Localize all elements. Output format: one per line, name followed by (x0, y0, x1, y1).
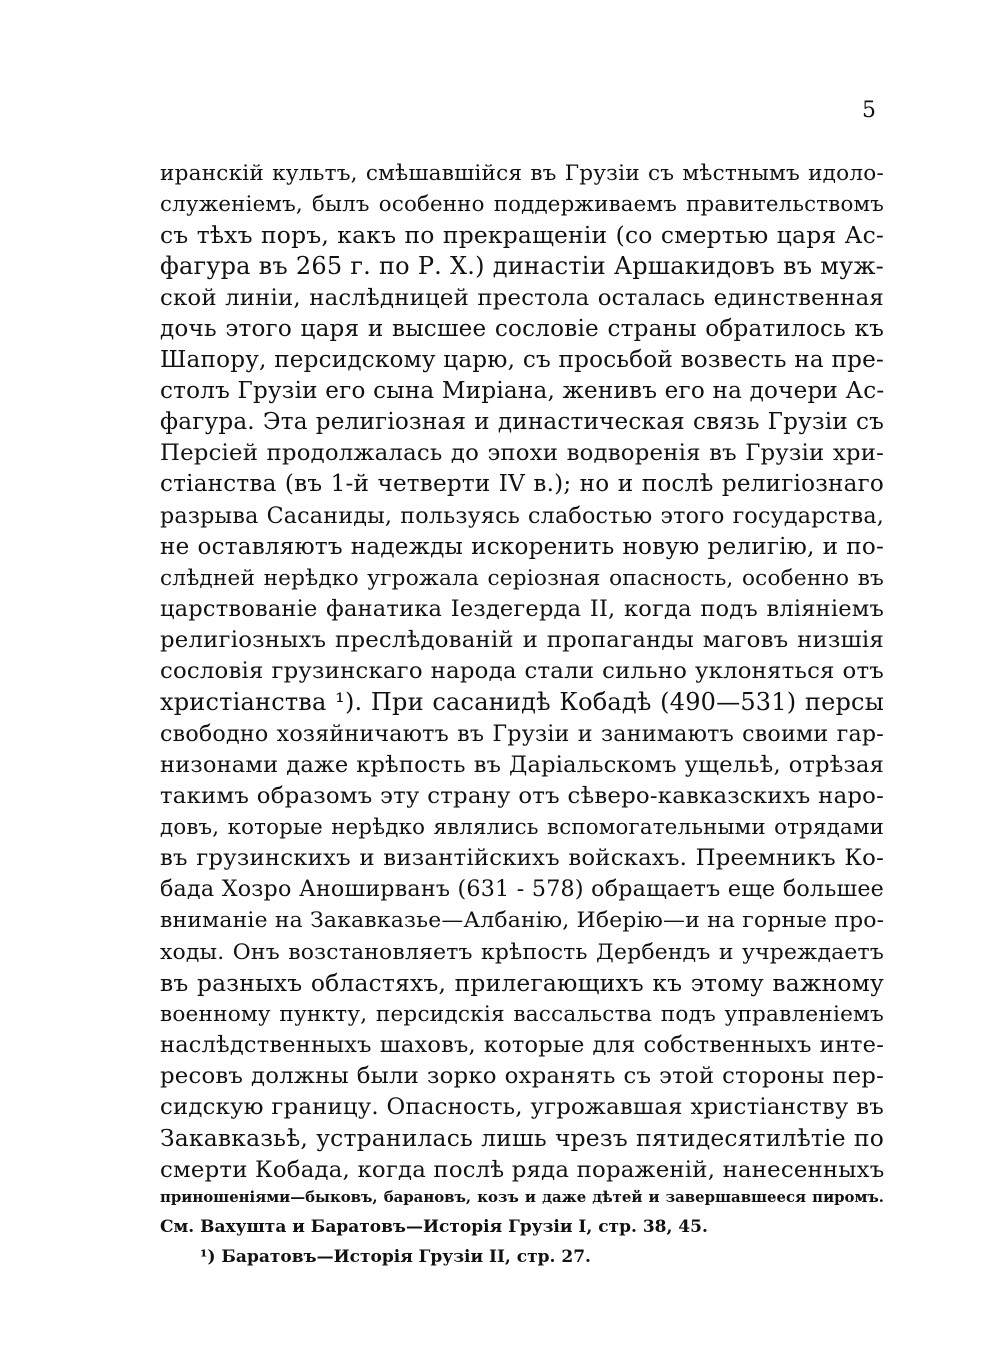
text-line: разрыва Сасаниды, пользуясь слабостью этого государства, (160, 502, 884, 529)
footnote-line: приношеніями—быковъ, барановъ, козъ и даже дѣтей и завершавшееся пиромъ. (160, 1188, 884, 1206)
text-line: не оставляютъ надежды искоренить новую религію, и по- (160, 533, 884, 560)
footnote-1: ¹) Баратовъ—Исторія Грузіи II, стр. 27. (200, 1247, 591, 1267)
text-line: ской линіи, наслѣдницей престола осталась единственная (160, 284, 884, 311)
text-line: въ грузинскихъ и византійскихъ войскахъ. Преемникъ Ко- (160, 845, 884, 872)
text-line: съ тѣхъ поръ, какъ по прекращеніи (со смертью царя Ас- (160, 221, 884, 250)
text-line: стіанства (въ 1-й четверти IV в.); но и послѣ религіознаго (160, 471, 884, 498)
text-line: военному пункту, персидскія вассальства подъ управленіемъ (160, 1001, 884, 1027)
text-line: бада Хозро Аноширванъ (631 - 578) обращаетъ еще большее (160, 876, 884, 903)
text-line: дочь этого царя и высшее сословіе страны обратилось къ (160, 315, 884, 342)
text-line: религіозныхъ преслѣдованій и пропаганды маговъ низшія (160, 627, 884, 654)
text-line: иранскій культъ, смѣшавшійся въ Грузіи съ мѣстнымъ идоло- (160, 161, 884, 186)
text-line: низонами даже крѣпость въ Даріальскомъ ущельѣ, отрѣзая (160, 751, 884, 778)
text-line: наслѣдственныхъ шаховъ, которые для собственныхъ инте- (160, 1031, 884, 1058)
text-line: Шапору, персидскому царю, съ просьбой возвесть на пре- (160, 346, 884, 373)
page-number: 5 (862, 98, 876, 123)
text-line: ресовъ должны были зорко охранять съ этой стороны пер- (160, 1063, 884, 1090)
text-line: Закавказьѣ, устранилась лишь чрезъ пятидесятилѣтіе по (160, 1124, 884, 1153)
text-line: христіанства ¹). При сасанидѣ Кобадѣ (490—531) персы (160, 688, 884, 717)
text-line: довъ, которые нерѣдко являлись вспомогательными отрядами (160, 814, 884, 840)
main-text-block (160, 158, 884, 1186)
text-line: вниманіе на Закавказье—Албанію, Иберію—и на горные про- (160, 908, 885, 934)
text-line: царствованіе фанатика Іездегерда II, когда подъ вліяніемъ (160, 595, 884, 622)
text-line: въ разныхъ областяхъ, прилегающихъ къ этому важному (160, 968, 884, 997)
text-line: столъ Грузіи его сына Миріана, женивъ его на дочери Ас- (160, 377, 885, 404)
text-line: сословія грузинскаго народа стали сильно уклоняться отъ (160, 658, 884, 685)
text-line: свободно хозяйничаютъ въ Грузіи и занимаютъ своими гар- (160, 720, 884, 747)
text-line: Персіей продолжалась до эпохи водворенія въ Грузіи хри- (160, 440, 884, 467)
text-line: фагура. Эта религіозная и династическая связь Грузіи съ (160, 409, 884, 436)
footnotes-block (160, 1182, 884, 1272)
text-line: ходы. Онъ возстановляетъ крѣпость Дербендъ и учреждаетъ (160, 939, 884, 965)
text-line: такимъ образомъ эту страну отъ сѣверо-кавказскихъ наро- (160, 782, 884, 809)
text-line: служеніемъ, былъ особенно поддерживаемъ правительствомъ (160, 192, 884, 218)
footnote-line: См. Вахушта и Баратовъ—Исторія Грузіи I, стр. 38, 45. (160, 1217, 708, 1237)
text-line: сидскую границу. Опасность, угрожавшая христіанству въ (160, 1094, 884, 1121)
text-line: слѣдней нерѣдко угрожала серіозная опасность, особенно въ (160, 565, 884, 591)
text-line: смерти Кобада, когда послѣ ряда пораженій, нанесенныхъ (160, 1156, 885, 1183)
text-line: фагура въ 265 г. по Р. Х.) династіи Аршакидовъ въ муж- (160, 252, 884, 281)
